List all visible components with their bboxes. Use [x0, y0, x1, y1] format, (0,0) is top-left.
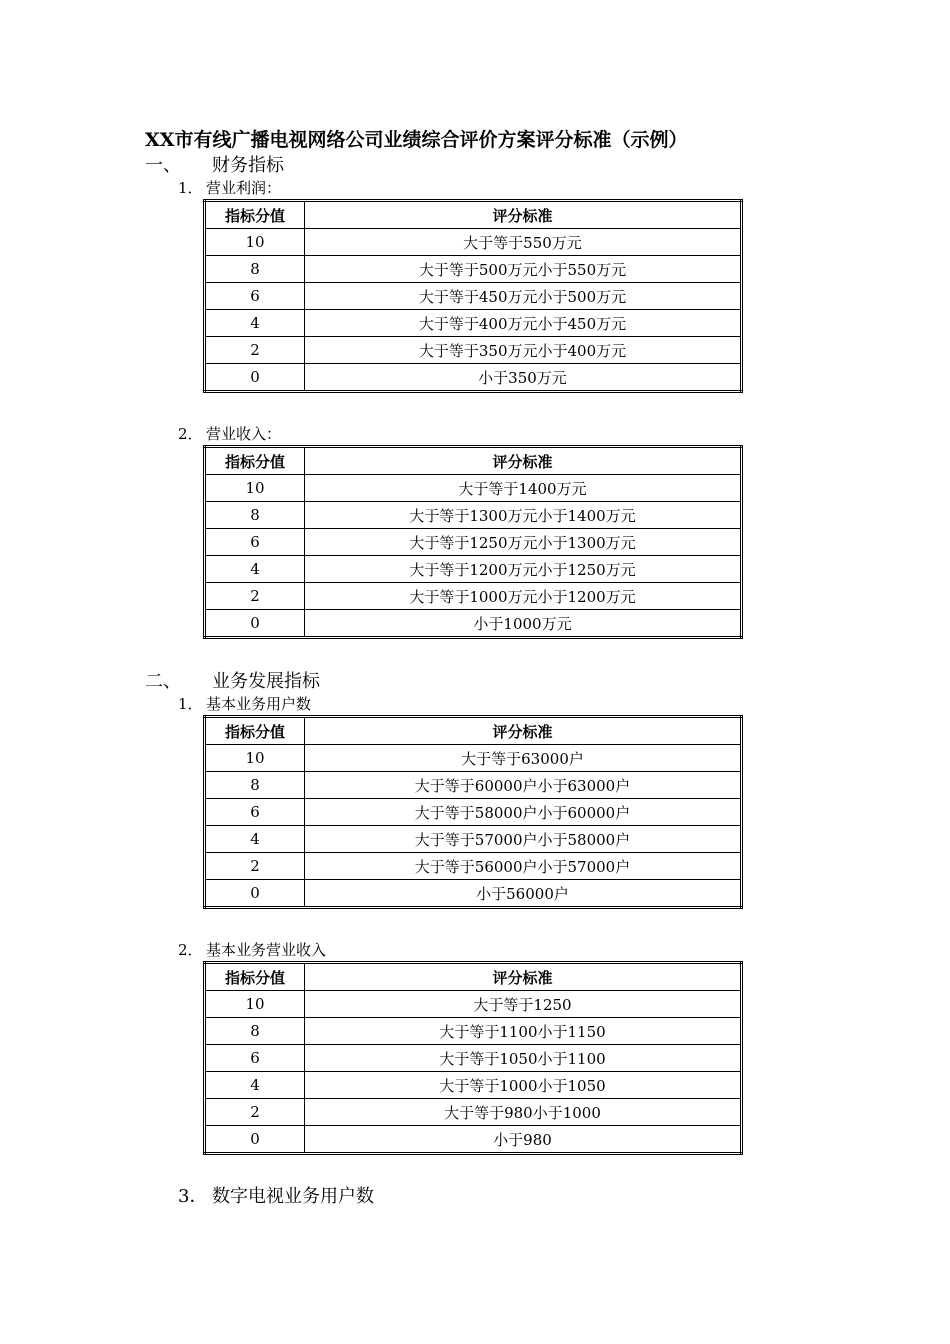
table-row: [205, 502, 742, 529]
score-cell: 2: [205, 1099, 305, 1126]
criteria-cell: 大于等于550万元: [305, 229, 742, 256]
table-row: [205, 991, 742, 1018]
table-row: [205, 1126, 742, 1154]
table-row: [205, 853, 742, 880]
table-row: [205, 1045, 742, 1072]
table-row: [205, 1072, 742, 1099]
score-cell: 2: [205, 337, 305, 364]
score-cell: 10: [205, 229, 305, 256]
header-criteria: 评分标准: [305, 963, 742, 991]
table-header-row: [205, 201, 742, 229]
header-score-value: 指标分值: [205, 447, 305, 475]
item-1-2-heading: 营业收入：: [206, 425, 282, 443]
criteria-cell: 大于等于1300万元小于1400万元: [305, 502, 742, 529]
header-score-value: 指标分值: [205, 201, 305, 229]
criteria-cell: 小于1000万元: [305, 610, 742, 638]
table-row: [205, 1099, 742, 1126]
score-cell: 8: [205, 256, 305, 283]
table-row: [205, 310, 742, 337]
table-row: [205, 745, 742, 772]
score-cell: 2: [205, 583, 305, 610]
table-row: [205, 256, 742, 283]
header-score-value: 指标分值: [205, 963, 305, 991]
criteria-cell: 大于等于500万元小于550万元: [305, 256, 742, 283]
section-1-number: 一、: [145, 155, 181, 176]
item-1-1-number: 1．: [178, 179, 203, 197]
criteria-cell: 大于等于57000户小于58000户: [305, 826, 742, 853]
header-criteria: 评分标准: [305, 717, 742, 745]
table-row: [205, 529, 742, 556]
table-basic-revenue: [203, 961, 743, 1155]
item-1-1-heading: 营业利润：: [206, 179, 282, 197]
section-2-number: 二、: [145, 671, 181, 692]
score-cell: 6: [205, 529, 305, 556]
score-cell: 0: [205, 610, 305, 638]
table-header-row: [205, 963, 742, 991]
header-score-value: 指标分值: [205, 717, 305, 745]
score-cell: 10: [205, 475, 305, 502]
score-cell: 8: [205, 1018, 305, 1045]
table-row: [205, 556, 742, 583]
score-cell: 0: [205, 880, 305, 908]
criteria-cell: 大于等于58000户小于60000户: [305, 799, 742, 826]
table-row: [205, 283, 742, 310]
item-2-3-number: 3．: [178, 1186, 208, 1207]
score-cell: 4: [205, 556, 305, 583]
criteria-cell: 大于等于1400万元: [305, 475, 742, 502]
score-cell: 10: [205, 745, 305, 772]
score-cell: 0: [205, 1126, 305, 1154]
table-row: [205, 583, 742, 610]
score-cell: 8: [205, 502, 305, 529]
table-row: [205, 229, 742, 256]
item-2-2-heading: 基本业务营业收入: [206, 941, 327, 959]
item-1-2-number: 2．: [178, 425, 203, 443]
table-operating-revenue: [203, 445, 743, 639]
criteria-cell: 大于等于1250: [305, 991, 742, 1018]
criteria-cell: 大于等于63000户: [305, 745, 742, 772]
criteria-cell: 大于等于450万元小于500万元: [305, 283, 742, 310]
score-cell: 6: [205, 799, 305, 826]
table-header-row: [205, 717, 742, 745]
score-cell: 6: [205, 1045, 305, 1072]
criteria-cell: 大于等于350万元小于400万元: [305, 337, 742, 364]
table-row: [205, 826, 742, 853]
criteria-cell: 大于等于1000万元小于1200万元: [305, 583, 742, 610]
table-header-row: [205, 447, 742, 475]
score-cell: 6: [205, 283, 305, 310]
criteria-cell: 小于56000户: [305, 880, 742, 908]
page-title: XX市有线广播电视网络公司业绩综合评价方案评分标准（示例）: [145, 129, 688, 151]
criteria-cell: 大于等于1100小于1150: [305, 1018, 742, 1045]
criteria-cell: 大于等于400万元小于450万元: [305, 310, 742, 337]
criteria-cell: 大于等于1050小于1100: [305, 1045, 742, 1072]
criteria-cell: 大于等于980小于1000: [305, 1099, 742, 1126]
table-basic-users: [203, 715, 743, 909]
header-criteria: 评分标准: [305, 201, 742, 229]
score-cell: 4: [205, 310, 305, 337]
item-2-1-heading: 基本业务用户数: [206, 695, 312, 713]
table-row: [205, 337, 742, 364]
item-2-3-heading: 数字电视业务用户数: [212, 1186, 374, 1207]
item-2-1-number: 1．: [178, 695, 203, 713]
table-operating-profit: [203, 199, 743, 393]
criteria-cell: 大于等于1250万元小于1300万元: [305, 529, 742, 556]
score-cell: 8: [205, 772, 305, 799]
criteria-cell: 小于980: [305, 1126, 742, 1154]
table-row: [205, 475, 742, 502]
criteria-cell: 大于等于60000户小于63000户: [305, 772, 742, 799]
table-row: [205, 880, 742, 908]
score-cell: 4: [205, 826, 305, 853]
score-cell: 0: [205, 364, 305, 392]
table-row: [205, 364, 742, 392]
header-criteria: 评分标准: [305, 447, 742, 475]
score-cell: 2: [205, 853, 305, 880]
table-row: [205, 610, 742, 638]
criteria-cell: 大于等于1000小于1050: [305, 1072, 742, 1099]
table-row: [205, 1018, 742, 1045]
item-2-2-number: 2．: [178, 941, 203, 959]
criteria-cell: 大于等于56000户小于57000户: [305, 853, 742, 880]
table-row: [205, 799, 742, 826]
criteria-cell: 大于等于1200万元小于1250万元: [305, 556, 742, 583]
score-cell: 10: [205, 991, 305, 1018]
criteria-cell: 小于350万元: [305, 364, 742, 392]
section-1-heading: 财务指标: [212, 155, 284, 176]
section-2-heading: 业务发展指标: [212, 671, 320, 692]
table-row: [205, 772, 742, 799]
score-cell: 4: [205, 1072, 305, 1099]
